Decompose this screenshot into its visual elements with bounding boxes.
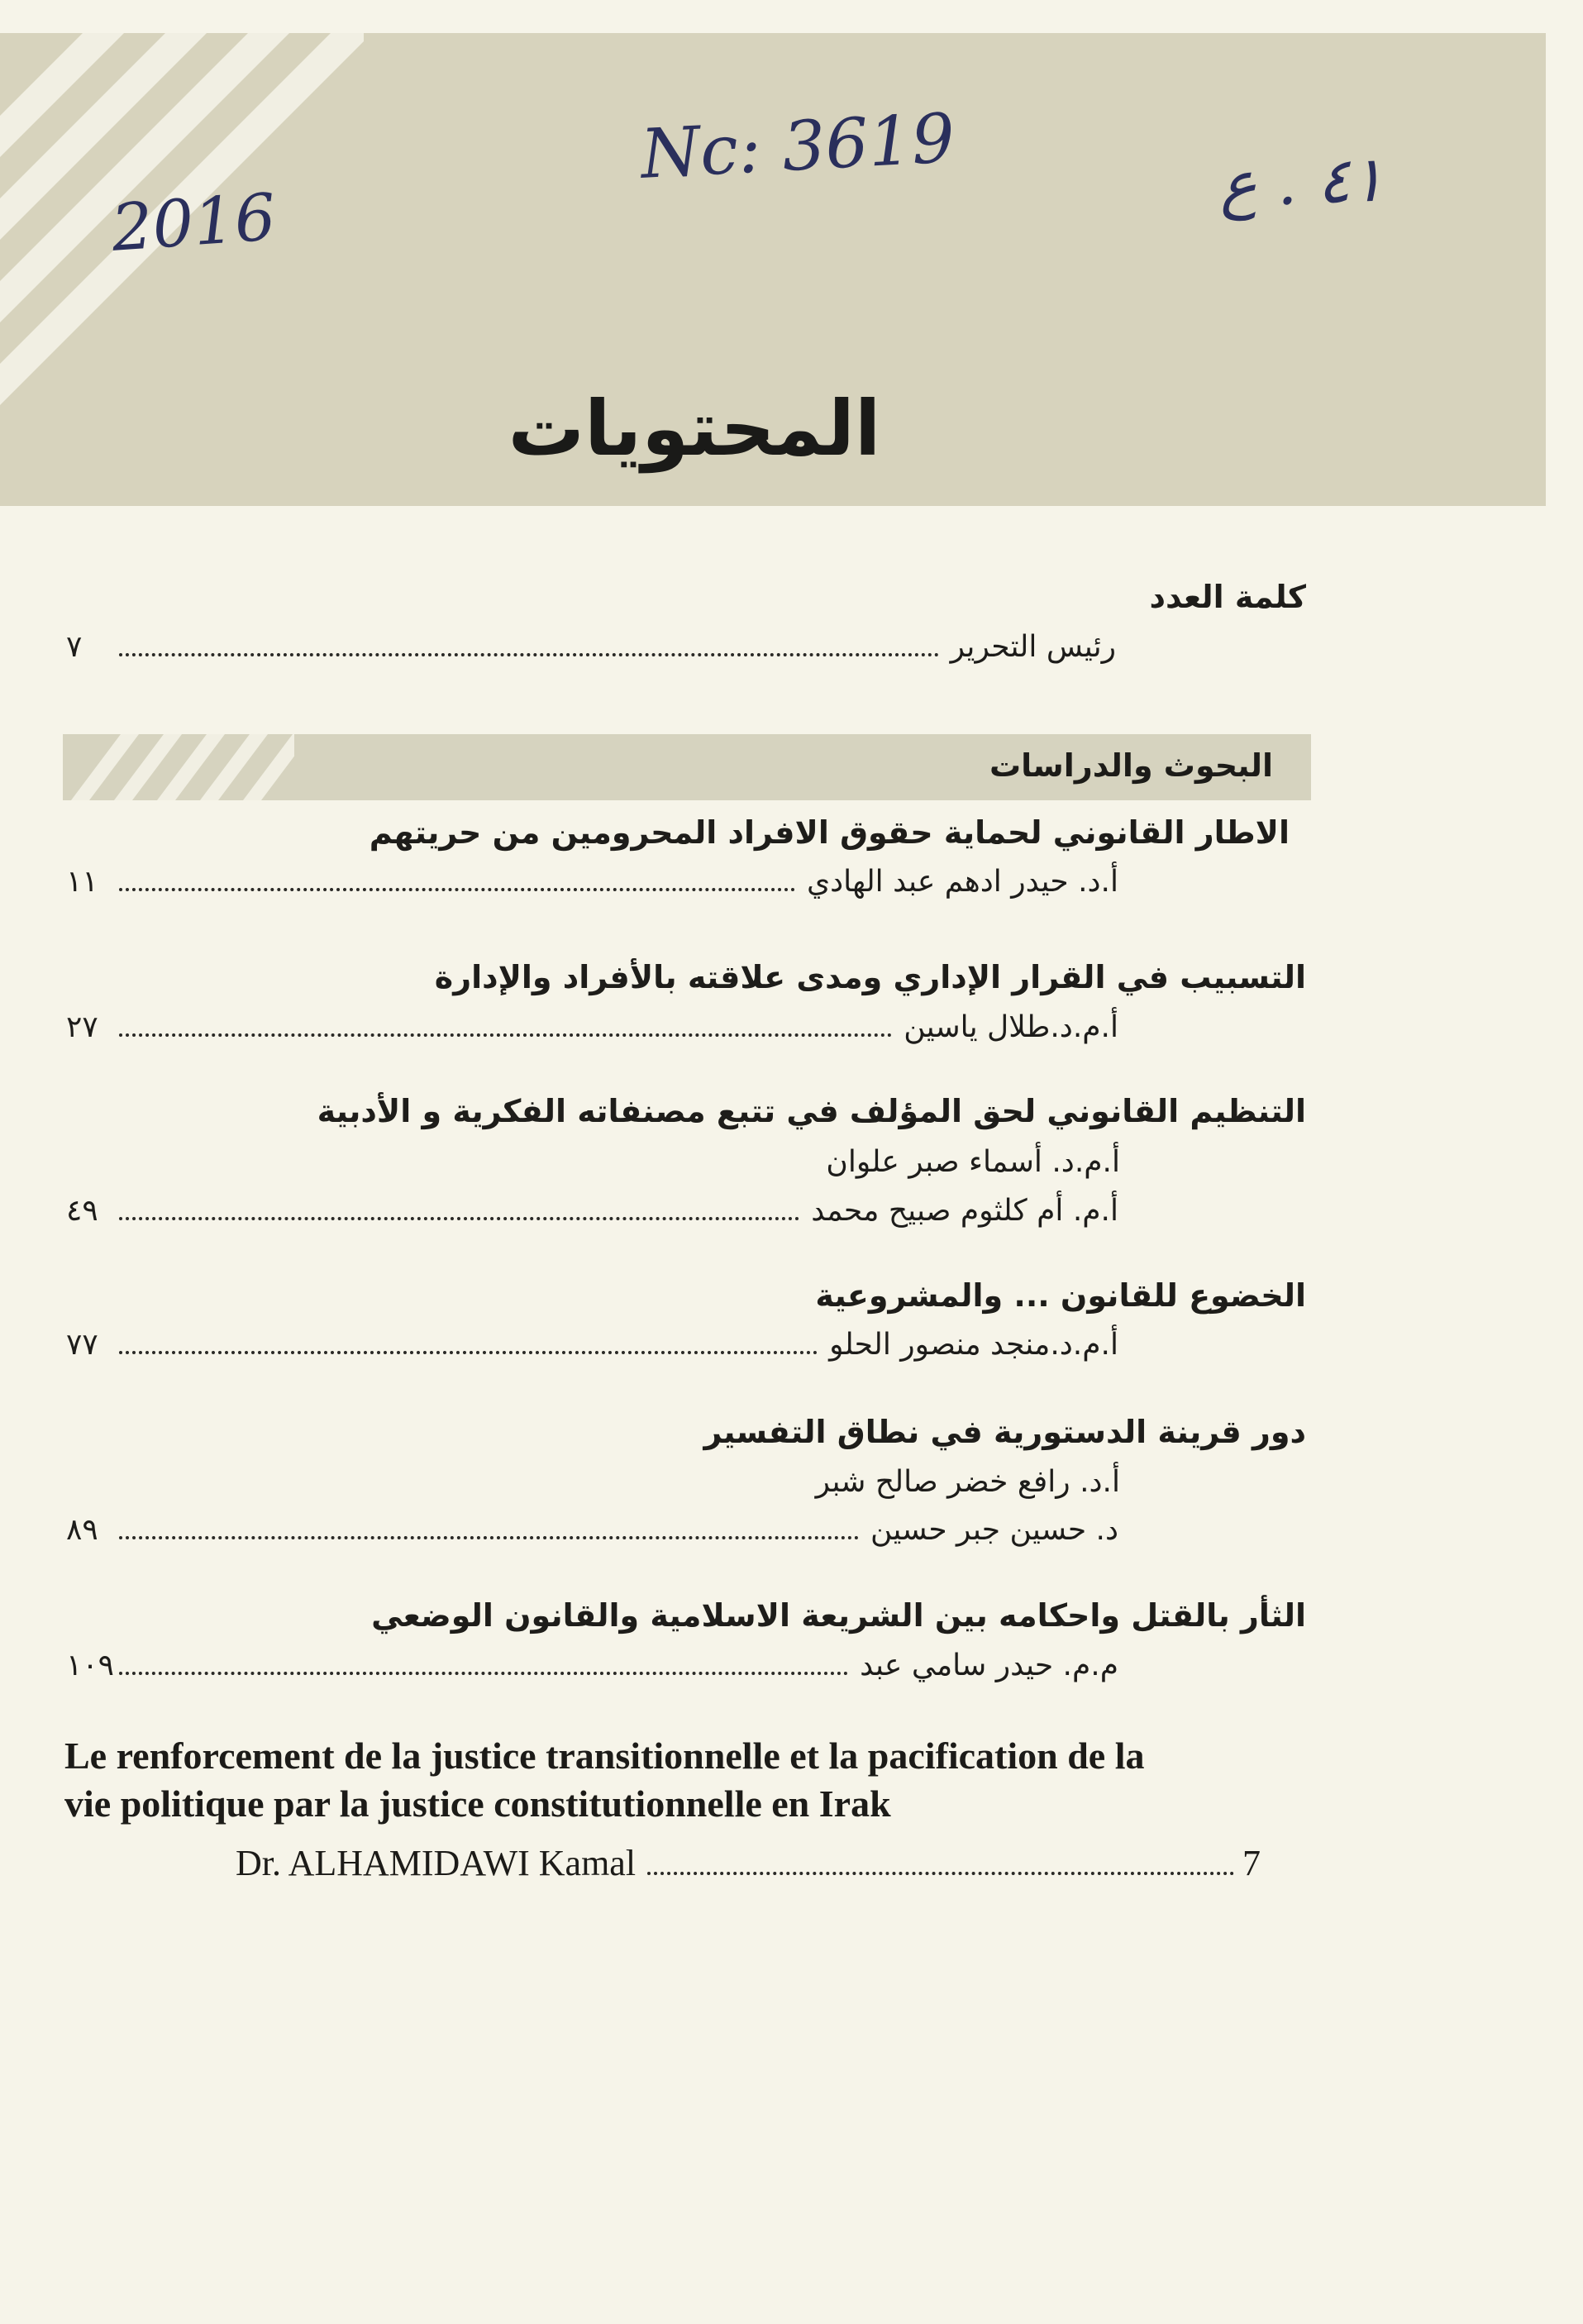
article-author: م.م. حيدر سامي عبد (860, 1649, 1118, 1682)
article-title: الثأر بالقتل واحكامه بين الشريعة الاسلامية والقانون الوضعي (371, 1597, 1306, 1634)
article-author: أ.م.د.طلال ياسين (904, 1010, 1118, 1044)
header-band (0, 33, 1546, 506)
page-title: المحتويات (508, 384, 881, 473)
dot-leader (119, 1351, 818, 1354)
page-number: ٧ (66, 630, 83, 664)
dot-leader (119, 1033, 892, 1037)
french-author-line (236, 1842, 1261, 1890)
editorial-entry (66, 630, 1116, 673)
page-number: ١١ (66, 865, 98, 899)
article-title: التسبيب في القرار الإداري ومدى علاقته بالأفراد والإدارة (434, 959, 1306, 995)
french-title-line: Le renforcement de la justice transitionnelle et la pacification de la (64, 1735, 1145, 1777)
french-article-author: Dr. ALHAMIDAWI Kamal (236, 1843, 637, 1883)
page-number: ٧٧ (66, 1328, 98, 1362)
dot-leader (119, 1672, 848, 1675)
article-author-line (66, 1513, 1118, 1556)
dot-leader (119, 1217, 799, 1220)
article-author-line (66, 1194, 1118, 1237)
page-number: ٨٩ (66, 1513, 98, 1547)
article-author-line (66, 1328, 1118, 1371)
article-author-line (66, 865, 1118, 908)
handwritten-code: ٤١ . ع (1218, 141, 1385, 222)
page-number: ٤٩ (66, 1194, 98, 1228)
section-bar (63, 734, 1311, 800)
article-author: أ.م.د. أسماء صبر علوان (826, 1145, 1120, 1179)
page-number: ٢٧ (66, 1010, 98, 1044)
decorative-stripes (63, 734, 294, 800)
editorial-heading: كلمة العدد (1149, 579, 1306, 615)
article-author: أ.م.د.منجد منصور الحلو (829, 1328, 1118, 1362)
page-number: 7 (1242, 1843, 1261, 1883)
french-article-title (64, 1732, 1263, 1828)
article-author: أ.م. أم كلثوم صبيح محمد (811, 1194, 1118, 1228)
article-author: أ.د. حيدر ادهم عبد الهادي (806, 865, 1118, 899)
handwritten-year: 2016 (109, 180, 279, 266)
section-label: البحوث والدراسات (989, 747, 1273, 784)
article-author: أ.د. رافع خضر صالح شبر (815, 1465, 1120, 1499)
editorial-author: رئيس التحرير (950, 630, 1116, 664)
page-number: ١٠٩ (66, 1649, 115, 1682)
article-author: د. حسين جبر حسين (870, 1513, 1118, 1547)
dot-leader (119, 888, 795, 891)
dot-leader (647, 1872, 1234, 1875)
french-title-line: vie politique par la justice constitutionnelle en Irak (64, 1782, 891, 1825)
article-author-line (66, 1649, 1118, 1692)
article-title: التنظيم القانوني لحق المؤلف في تتبع مصنفاته الفكرية و الأدبية (317, 1093, 1306, 1129)
decorative-stripes (0, 33, 364, 506)
dot-leader (119, 653, 939, 656)
dot-leader (119, 1536, 859, 1539)
article-title: الاطار القانوني لحماية حقوق الافراد المحرومين من حريتهم (369, 814, 1290, 851)
handwritten-reference: Nc: 3619 (638, 99, 957, 194)
article-title: الخضوع للقانون ... والمشروعية (815, 1277, 1306, 1314)
article-author-line (66, 1010, 1118, 1053)
article-title: دور قرينة الدستورية في نطاق التفسير (703, 1414, 1306, 1450)
